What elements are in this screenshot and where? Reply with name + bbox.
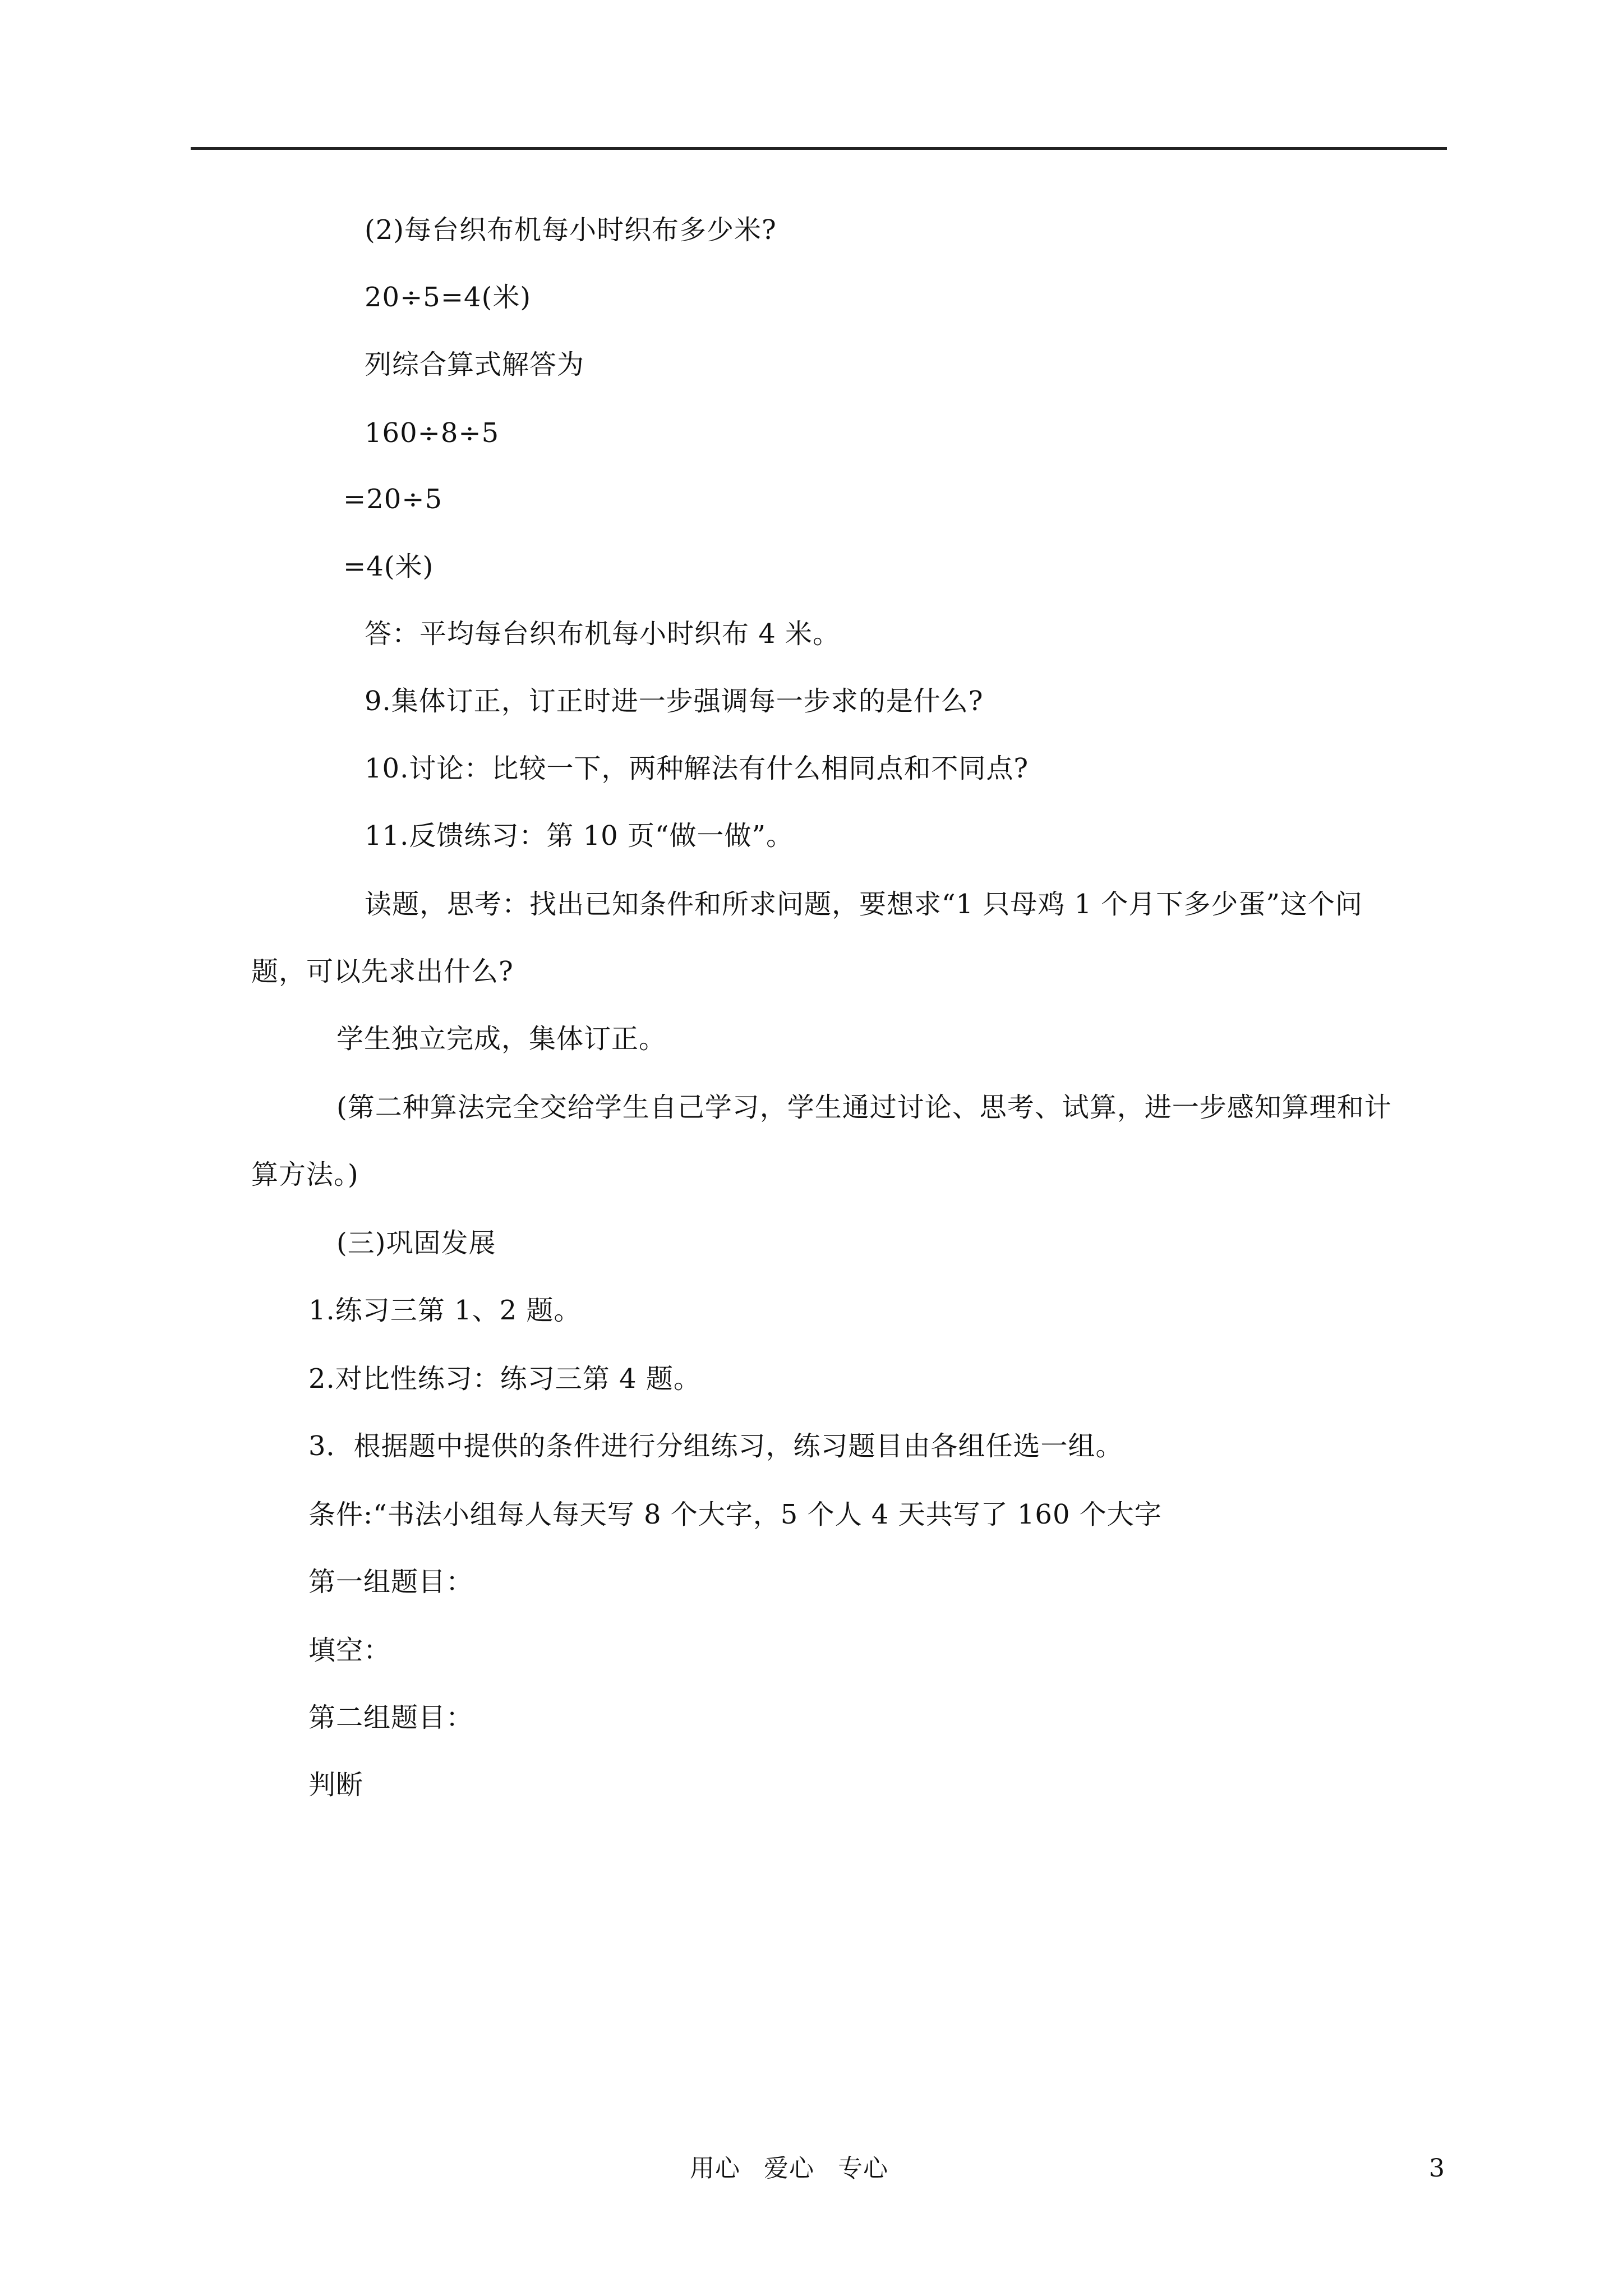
- text-line: 第一组题目：: [308, 1566, 474, 1598]
- text-line: 填空：: [308, 1635, 391, 1666]
- text-line: =4(米): [343, 551, 434, 582]
- text-line: 2.对比性练习：练习三第 4 题。: [308, 1363, 701, 1395]
- text-line: 10.讨论：比较一下，两种解法有什么相同点和不同点?: [365, 753, 1029, 784]
- text-line: 判断: [308, 1769, 364, 1801]
- text-line: (2)每台织布机每小时织布多少米?: [365, 214, 777, 246]
- footer-slogan-3: 专心: [838, 2154, 888, 2183]
- page-number: 3: [1429, 2154, 1445, 2183]
- text-line: 学生独立完成，集体订正。: [336, 1023, 667, 1055]
- text-line: 读题，思考：找出已知条件和所求问题，要想求“1 只母鸡 1 个月下多少蛋”这个问: [365, 889, 1363, 920]
- text-line: 答：平均每台织布机每小时织布 4 米。: [365, 618, 841, 650]
- text-line: 160÷8÷5: [365, 417, 500, 449]
- text-line: 算方法。): [251, 1159, 359, 1190]
- text-line: (三)巩固发展: [336, 1227, 496, 1259]
- text-line: 3．根据题中提供的条件进行分组练习，练习题目由各组任选一组。: [308, 1430, 1123, 1462]
- text-line: 第二组题目：: [308, 1702, 474, 1733]
- text-line: 题，可以先求出什么?: [251, 956, 514, 987]
- header-rule: [191, 147, 1447, 150]
- text-line: 20÷5=4(米): [365, 282, 532, 313]
- footer-slogan-1: 用心: [690, 2154, 740, 2183]
- text-line: 9.集体订正，订正时进一步强调每一步求的是什么?: [365, 685, 984, 717]
- text-line: =20÷5: [343, 484, 443, 515]
- text-line: 1.练习三第 1、2 题。: [308, 1295, 582, 1326]
- text-line: 11.反馈练习：第 10 页“做一做”。: [365, 820, 794, 852]
- footer-slogan: [690, 2153, 888, 2184]
- footer-slogan-2: 爱心: [764, 2154, 814, 2183]
- text-line: 条件:“书法小组每人每天写 8 个大字，5 个人 4 天共写了 160 个大字: [308, 1499, 1162, 1530]
- text-line: 列综合算式解答为: [365, 349, 585, 380]
- text-line: (第二种算法完全交给学生自己学习，学生通过讨论、思考、试算，进一步感知算理和计: [336, 1092, 1392, 1123]
